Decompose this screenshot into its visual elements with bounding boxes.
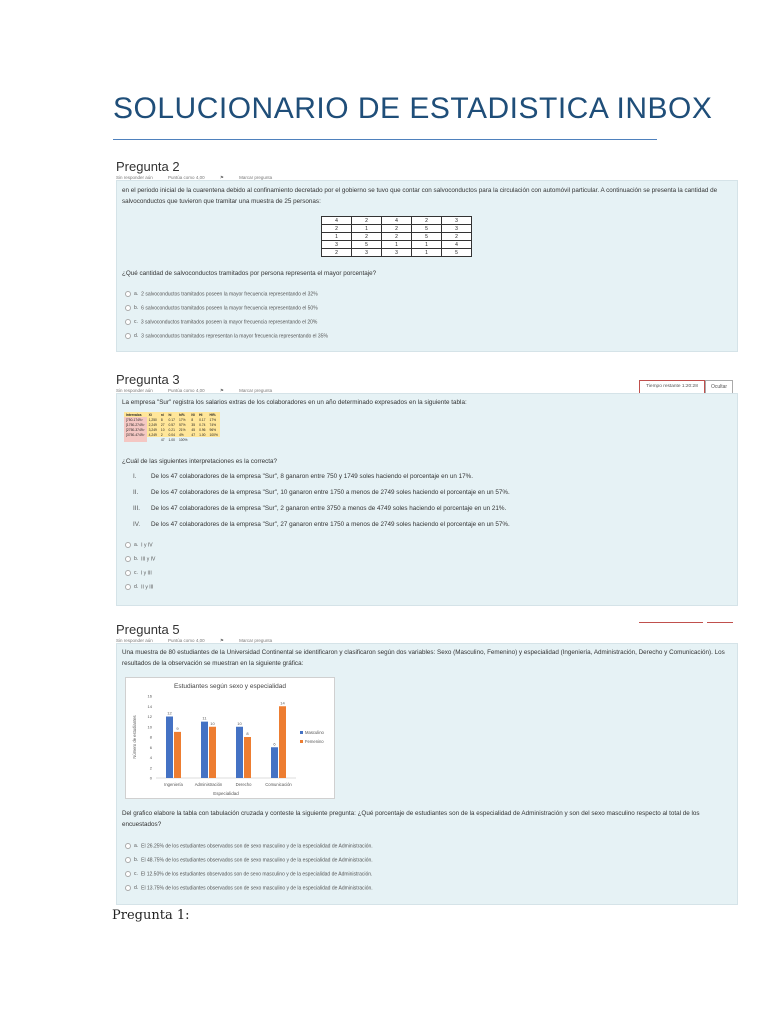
footer-heading: Pregunta 1: (112, 908, 190, 923)
x-tick-label: Administración (194, 782, 223, 787)
statement-number: II. (133, 489, 139, 496)
answer-option[interactable] (125, 291, 318, 297)
y-tick-label: 14 (147, 703, 152, 709)
data-label: 12 (167, 710, 172, 716)
option-letter: a. (134, 542, 139, 549)
option-text: El 26.25% de los estudiantes observados son de sexo masculino y de la especialidad de Administración. (141, 843, 373, 850)
x-tick-label: Comunicación (265, 782, 292, 787)
table-cell: 1 (412, 249, 442, 257)
score-text: Puntúa como 4,00 (168, 388, 205, 393)
table-cell: [1750-2749> (126, 422, 145, 427)
table-cell: 4 (322, 217, 352, 225)
table-cell: 5 (412, 225, 442, 233)
radio-button[interactable] (125, 857, 131, 863)
statement-item (133, 521, 510, 528)
table-cell: 0.21 (168, 427, 175, 432)
table-cell: 0.17 (168, 417, 175, 422)
table-cell (197, 437, 207, 442)
radio-button[interactable] (125, 885, 131, 891)
y-axis-label: Número de estudiantes (132, 715, 137, 759)
status-text: Sin responder aún (116, 638, 153, 643)
option-text: El 12.50% de los estudiantes observados son de sexo masculino y de la especialidad de Administración. (140, 871, 373, 878)
option-letter: b. (134, 556, 139, 563)
y-tick-label: 0 (149, 775, 152, 781)
answer-option[interactable] (125, 319, 317, 325)
table-cell: 100% (209, 432, 218, 437)
salary-table (124, 412, 220, 442)
data-label: 8 (246, 731, 249, 736)
option-letter: d. (134, 333, 139, 340)
radio-button[interactable] (125, 556, 131, 562)
title-underline (113, 139, 657, 140)
x-tick-label: Derecho (235, 782, 252, 787)
table-cell: 0.04 (168, 432, 175, 437)
option-text: I y IV (141, 542, 153, 549)
answer-option[interactable] (125, 542, 153, 548)
bar-femenino (279, 706, 286, 778)
table-row (124, 422, 220, 427)
table-cell: 8 (159, 417, 167, 422)
table-cell: 0.17 (199, 417, 206, 422)
table-cell: 2 (382, 233, 412, 241)
answer-option[interactable] (125, 871, 372, 877)
option-text: II y III (141, 584, 154, 591)
table-cell: 100% (178, 437, 188, 442)
table-cell: hi% (177, 412, 189, 417)
table-cell: 0.74 (199, 422, 206, 427)
option-text: El 13.75% de los estudiantes observados son de sexo masculino y de la especialidad de Administración. (141, 885, 373, 892)
y-tick-label: 12 (147, 714, 152, 719)
table-cell: 1,250 (148, 417, 157, 422)
statement-text: De los 47 colaboradores de la empresa "Sur", 27 ganaron entre 1750 a menos de 2749 soles haciendo el porcentaje en un 57%. (151, 521, 510, 528)
radio-button[interactable] (125, 291, 131, 297)
flag-icon: ⚑ (219, 388, 226, 393)
table-row (322, 217, 472, 225)
bar-femenino (244, 737, 251, 778)
table-cell: 17% (208, 417, 220, 422)
table-cell: 4 (442, 241, 472, 249)
option-letter: a. (134, 291, 139, 298)
question-3-text: La empresa "Sur" registra los salarios extras de los colaboradores en un año determinado expresados en la siguiente tabla: (122, 399, 467, 406)
table-row (124, 437, 220, 442)
score-text: Puntúa como 4,00 (168, 175, 205, 180)
answer-option[interactable] (125, 333, 328, 339)
statement-number: I. (133, 473, 137, 480)
table-cell: ni (159, 412, 167, 417)
x-axis-label: Especialidad (213, 791, 239, 796)
table-cell: 47 (191, 432, 196, 437)
option-text: III y IV (141, 556, 156, 563)
option-letter: d. (134, 584, 139, 591)
data-label: 11 (202, 715, 207, 721)
flag-icon: ⚑ (219, 638, 226, 643)
bar-femenino (174, 732, 181, 778)
y-tick-label: 4 (149, 755, 152, 760)
bar-masculino (236, 727, 243, 778)
table-cell: [3750-4749> (126, 432, 145, 437)
bar-femenino (209, 727, 216, 778)
y-tick-label: 8 (149, 734, 152, 740)
table-cell: Hi (197, 412, 207, 417)
option-letter: c. (134, 319, 138, 326)
table-cell: 3,249 (148, 427, 157, 432)
table-cell: 4,249 (148, 432, 157, 437)
bar-masculino (271, 747, 278, 778)
bar-masculino (166, 717, 173, 779)
flag-question-label: Marcar pregunta (239, 175, 273, 180)
flag-question-label: Marcar pregunta (239, 638, 273, 643)
table-row (124, 427, 220, 432)
table-row (124, 417, 220, 422)
table-cell: Intervalos (124, 412, 147, 417)
statement-item (133, 473, 473, 480)
bar-chart (125, 677, 335, 799)
data-label: 14 (280, 700, 285, 706)
answer-option[interactable] (125, 556, 155, 562)
question-5-panel (116, 643, 738, 905)
x-tick-label: Ingeniería (164, 782, 183, 787)
table-cell: 3 (322, 241, 352, 249)
table-cell: 5 (412, 233, 442, 241)
table-cell: 57% (177, 422, 189, 427)
radio-button[interactable] (125, 843, 131, 849)
table-row (322, 241, 472, 249)
table-cell: 3 (352, 249, 382, 257)
question-5-text: Una muestra de 80 estudiantes de la Universidad Continental se identificaron y clasificaron según dos variables: Sexo (Masculino, Femenino) y especialidad (Ingeniería, Administración, Derecho y Comunicación). Los resultados de la observación se muestran en la siguiente gráfica: (122, 649, 725, 667)
chart-svg (126, 678, 334, 798)
table-cell: 5 (352, 241, 382, 249)
table-cell: 45 (191, 427, 196, 432)
table-cell: 4% (177, 432, 189, 437)
table-cell: 2 (412, 217, 442, 225)
question-2-prompt: ¿Qué cantidad de salvoconductos tramitados por persona representa el mayor porcentaje? (122, 270, 377, 277)
question-3-header (116, 372, 300, 394)
table-cell: 2 (322, 225, 352, 233)
option-letter: c. (134, 871, 138, 878)
data-label: 10 (237, 720, 242, 726)
table-cell: 1 (352, 225, 382, 233)
answer-option[interactable] (125, 305, 318, 311)
table-row (322, 249, 472, 257)
table-cell: 3 (442, 217, 472, 225)
bar-masculino (201, 722, 208, 778)
question-2-title: Pregunta 2 (116, 159, 180, 174)
hide-timer-button[interactable]: Ocultar (705, 380, 733, 394)
option-letter: a. (134, 843, 139, 850)
table-cell (124, 437, 147, 442)
table-cell: 0.57 (168, 422, 175, 427)
answer-option[interactable] (125, 885, 373, 891)
answer-option[interactable] (125, 570, 152, 576)
table-cell: 1.00 (199, 432, 206, 437)
table-cell: 96% (208, 427, 220, 432)
legend-label: Masculino (305, 730, 324, 735)
time-remaining: Tiempo restante 1:20:28 (639, 380, 705, 394)
table-cell: 3 (382, 249, 412, 257)
radio-button[interactable] (125, 333, 131, 339)
table-cell: 1 (322, 233, 352, 241)
table-cell: 1 (382, 241, 412, 249)
flag-icon: ⚑ (219, 175, 226, 180)
option-text: 2 salvoconductos tramitados poseen la mayor frecuencia representando el 32% (141, 291, 318, 298)
table-cell: 10 (160, 427, 165, 432)
option-letter: b. (134, 857, 139, 864)
question-2-text: en el periodo inicial de la cuarentena debido al confinamiento decretado por el gobierno se tuvo que contar con salvoconductos para la circulación con automóvil particular. A continuación se presenta la cantidad de salvoconductos que tuvieron que tramitar una muestra de 25 personas: (122, 187, 718, 205)
status-text: Sin responder aún (116, 388, 153, 393)
table-cell: 21% (177, 427, 189, 432)
data-label: 9 (176, 725, 179, 731)
statement-item (133, 489, 510, 496)
radio-button[interactable] (125, 305, 131, 311)
table-cell: 35 (191, 422, 196, 427)
statement-text: De los 47 colaboradores de la empresa "Sur", 2 ganaron entre 3750 a menos de 4749 soles haciendo el porcentaje en un 21%. (151, 505, 507, 512)
table-cell: 2,249 (148, 422, 157, 427)
statement-item (133, 505, 506, 512)
table-cell: 0.96 (199, 427, 206, 432)
legend-label: Femenino (305, 739, 324, 744)
document-title: SOLUCIONARIO DE ESTADISTICA INBOX (113, 92, 713, 125)
table-cell: 74% (208, 422, 220, 427)
question-3-prompt: ¿Cuál de las siguientes interpretaciones es la correcta? (122, 458, 278, 465)
data-label: 10 (210, 720, 215, 726)
table-cell: 4 (382, 217, 412, 225)
table-cell: 2 (159, 432, 167, 437)
table-cell: Xi (147, 412, 159, 417)
table-cell: hi (167, 412, 177, 417)
table-cell: [750-1749> (124, 417, 147, 422)
table-cell: Ni (189, 412, 197, 417)
option-letter: d. (134, 885, 139, 892)
table-cell: 2 (352, 217, 382, 225)
statement-text: De los 47 colaboradores de la empresa "Sur", 10 ganaron entre 1750 a menos de 2749 soles haciendo el porcentaje en un 57%. (151, 489, 510, 496)
option-text: El 48.75% de los estudiantes observados son de sexo masculino y de la especialidad de Administración. (141, 857, 373, 864)
table-cell: 1 (412, 241, 442, 249)
option-text: 6 salvoconductos tramitados poseen la mayor frecuencia representando el 50% (141, 305, 318, 312)
y-tick-label: 16 (147, 693, 152, 699)
legend-swatch (300, 740, 303, 743)
data-label: 6 (273, 741, 276, 747)
table-cell (147, 437, 159, 442)
table-cell: 8 (189, 417, 197, 422)
answer-option[interactable] (125, 584, 153, 590)
radio-button[interactable] (125, 871, 131, 877)
radio-button[interactable] (125, 542, 131, 548)
chart-title: Estudiantes según sexo y especialidad (173, 683, 287, 690)
statement-text: De los 47 colaboradores de la empresa "Sur", 8 ganaron entre 750 y 1749 soles haciendo el porcentaje en un 17%. (151, 473, 473, 480)
table-cell: 47 (160, 437, 165, 442)
answer-option[interactable] (125, 857, 373, 863)
table-cell: 5 (442, 249, 472, 257)
score-text: Puntúa como 4,00 (168, 638, 205, 643)
option-letter: c. (134, 570, 138, 577)
table-row (322, 233, 472, 241)
table-cell: 3 (442, 225, 472, 233)
option-letter: b. (134, 305, 139, 312)
question-3-title: Pregunta 3 (116, 372, 180, 387)
radio-button[interactable] (125, 570, 131, 576)
table-cell: 27 (160, 422, 165, 427)
question-2-header (116, 159, 300, 181)
option-text: 3 salvoconductos tramitados representan la mayor frecuencia representando el 35% (141, 333, 328, 340)
table-cell (208, 437, 220, 442)
question-5-title: Pregunta 5 (116, 622, 180, 637)
table-cell: 2 (322, 249, 352, 257)
table-cell: 17% (177, 417, 189, 422)
radio-button[interactable] (125, 319, 131, 325)
question-3-panel (116, 393, 738, 606)
option-text: I y III (140, 570, 152, 577)
table-row (124, 432, 220, 437)
salvoconductos-table (321, 216, 472, 257)
divider-line (707, 622, 733, 623)
y-tick-label: 10 (147, 724, 152, 730)
option-text: 3 salvoconductos tramitados poseen la mayor frecuencia representando el 20% (140, 319, 318, 326)
table-cell: 2 (382, 225, 412, 233)
status-text: Sin responder aún (116, 175, 153, 180)
table-cell (189, 437, 197, 442)
table-row (322, 225, 472, 233)
table-cell: 1.00 (168, 437, 175, 442)
answer-option[interactable] (125, 843, 373, 849)
question-5-prompt: Del grafico elabore la tabla con tabulación cruzada y conteste la siguiente pregunta: ¿Qué porcentaje de estudiantes son de la especialidad de Administración y son del sexo masculino respecto al total de los encuestados? (122, 810, 700, 828)
table-cell: 2 (442, 233, 472, 241)
divider-line (639, 622, 703, 623)
statement-number: IV. (133, 521, 141, 528)
table-cell: Hi% (208, 412, 220, 417)
table-cell: 2 (352, 233, 382, 241)
radio-button[interactable] (125, 584, 131, 590)
legend-swatch (300, 731, 303, 734)
statement-number: III. (133, 505, 140, 512)
question-2-panel (116, 180, 738, 352)
table-cell: [2750-3749> (126, 427, 145, 432)
y-tick-label: 6 (149, 744, 152, 750)
y-tick-label: 2 (149, 765, 152, 771)
flag-question-label: Marcar pregunta (239, 388, 273, 393)
question-5-header (116, 622, 300, 644)
